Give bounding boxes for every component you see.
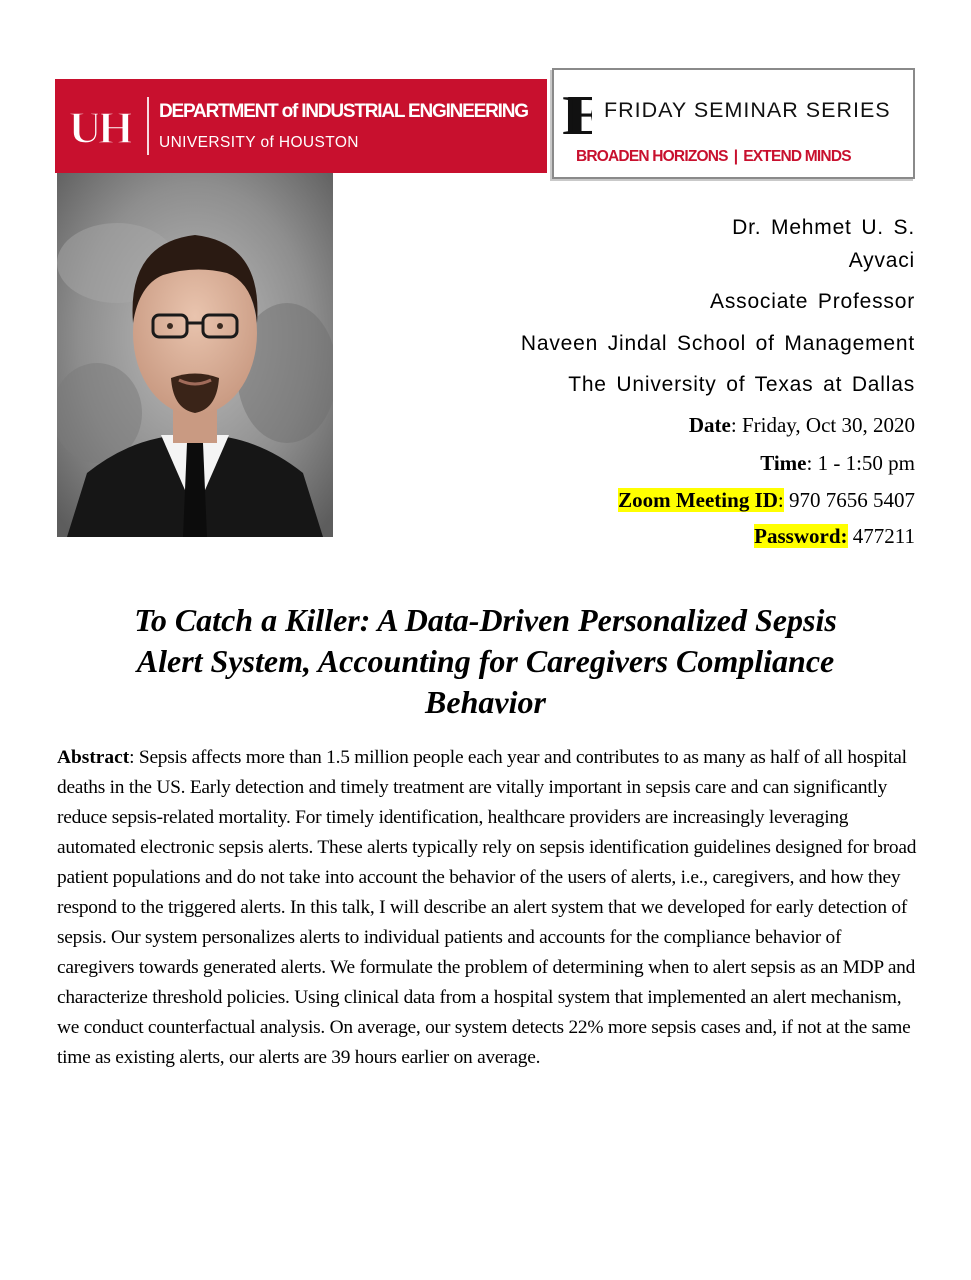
talk-title-line3: Behavior	[425, 684, 546, 720]
speaker-position: Associate Professor	[710, 290, 915, 313]
talk-title	[40, 600, 931, 723]
talk-title-line2: Alert System, Accounting for Caregivers Compliance	[136, 643, 835, 679]
speaker-school: Naveen Jindal School of Management	[520, 332, 915, 355]
ie-logo-text: IE	[561, 85, 589, 142]
tagline-separator: |	[733, 148, 738, 165]
banner-divider	[147, 97, 149, 155]
speaker-name-line1: Dr. Mehmet U. S.	[732, 216, 915, 239]
zoom-value: 970 7656 5407	[783, 488, 915, 512]
ie-logo	[558, 80, 592, 142]
event-time	[760, 451, 915, 476]
event-date	[689, 413, 915, 438]
password-label: Password:	[754, 524, 848, 548]
talk-title-line1: To Catch a Killer: A Data-Driven Personalized Sepsis	[134, 602, 837, 638]
uh-logo	[67, 93, 131, 157]
department-banner	[55, 79, 547, 173]
department-title: DEPARTMENT of INDUSTRIAL ENGINEERING	[159, 101, 528, 122]
zoom-password	[754, 524, 915, 549]
uh-logo-text: UH	[68, 102, 130, 153]
seminar-title: FRIDAY SEMINAR SERIES	[604, 98, 891, 122]
seminar-series-box	[552, 68, 915, 179]
password-value: 477211	[847, 524, 915, 548]
speaker-name-line2: Ayvaci	[848, 249, 915, 272]
date-label: Date	[688, 413, 731, 437]
seminar-tagline	[576, 148, 851, 166]
zoom-colon: :	[777, 488, 784, 512]
abstract	[57, 743, 917, 1073]
university-name: UNIVERSITY of HOUSTON	[159, 134, 359, 151]
zoom-meeting-id	[618, 488, 915, 513]
speaker-photo	[57, 173, 333, 537]
speaker-university: The University of Texas at Dallas	[568, 373, 915, 396]
abstract-label: Abstract	[57, 747, 130, 768]
date-value: : Friday, Oct 30, 2020	[730, 413, 915, 437]
tagline-right: EXTEND MINDS	[743, 148, 851, 165]
abstract-text: : Sepsis affects more than 1.5 million people each year and contributes to as many as half of all hospital deaths in the US. Early detection and timely treatment are vitally important in sepsis care and can significantly reduce sepsis-related mortality. For timely identification, healthcare providers are increasingly leveraging automated electronic sepsis alerts. These alerts typically rely on sepsis identification guidelines designed for broad patient populations and do not take into account the behavior of the users of alerts, i.e., caregivers, and how they respond to the triggered alerts. In this talk, I will describe an alert system that we developed for early detection of sepsis. Our system personalizes alerts to individual patients and accounts for the compliance behavior of caregivers towards generated alerts. We formulate the problem of determining when to alert sepsis as an MDP and characterize threshold policies. Using clinical data from a hospital system that implemented an alert mechanism, we conduct counterfactual analysis. On average, our system detects 22% more sepsis cases and, if not at the same time as existing alerts, our alerts are 39 hours earlier on average.	[57, 747, 917, 1068]
tagline-left: BROADEN HORIZONS	[576, 148, 728, 165]
time-value: : 1 - 1:50 pm	[806, 451, 915, 475]
zoom-label: Zoom Meeting ID	[618, 488, 778, 512]
time-label: Time	[760, 451, 807, 475]
